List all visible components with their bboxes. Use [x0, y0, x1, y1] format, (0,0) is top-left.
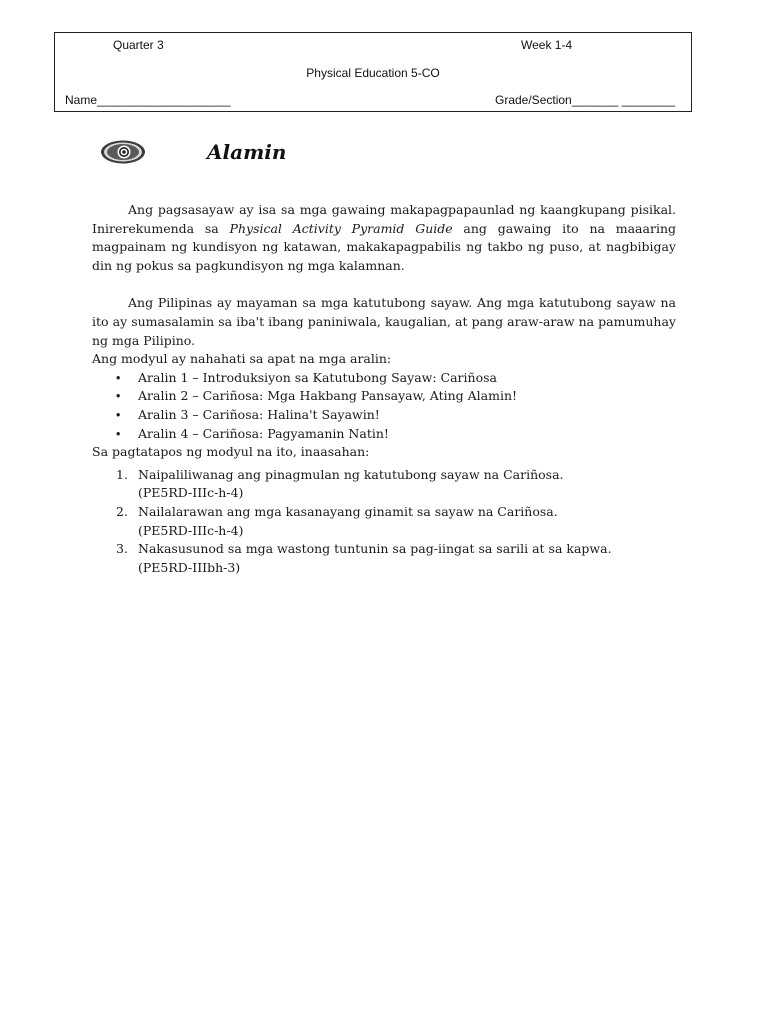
module-header	[54, 32, 692, 112]
list-item	[116, 503, 676, 540]
objective-text: Nakasusunod sa mga wastong tuntunin sa pag-iingat sa sarili at sa kapwa.	[138, 541, 612, 557]
quarter-label: Quarter 3	[113, 38, 164, 52]
section-title: Alamin	[207, 140, 287, 164]
objectives-intro: Sa pagtatapos ng modyul na ito, inaasahan:	[92, 444, 370, 460]
lesson-list	[92, 369, 676, 443]
week-label: Week 1-4	[521, 38, 573, 52]
target-icon	[100, 139, 146, 165]
grade-section-field: Grade/Section_______ ________	[495, 93, 676, 107]
objective-number: 2.	[116, 503, 128, 519]
intro-paragraph	[92, 201, 676, 275]
lessons-intro: Ang modyul ay nahahati sa apat na mga aralin:	[92, 351, 392, 367]
competency-code: (PE5RD-IIIc-h-4)	[138, 522, 244, 538]
name-field: Name____________________	[65, 93, 231, 107]
list-item: • Aralin 3 – Cariñosa: Halina't Sayawin!	[116, 406, 676, 425]
competency-code: (PE5RD-IIIc-h-4)	[138, 485, 244, 501]
objective-text: Nailalarawan ang mga kasanayang ginamit sa sayaw na Cariñosa.	[138, 503, 558, 519]
list-item	[116, 540, 676, 577]
intro-text-end: ang gawaing ito na maaaring magpainam ng kundisyon ng katawan, makakapagpabilis ng takbo ng puso, at nagbibigay din ng pokus sa pagkundisyon ng mga kalamnan.	[92, 220, 676, 273]
module-body	[92, 201, 676, 577]
objective-number: 1.	[116, 466, 128, 482]
intro-text-start: Ang pagsasayaw ay isa sa mga gawaing makapagpapaunlad ng kaangkupang pisikal. Inirerekumenda sa	[92, 202, 676, 236]
philippines-paragraph: Ang Pilipinas ay mayaman sa mga katutubong sayaw. Ang mga katutubong sayaw na ito ay sumasalamin sa iba't ibang paniniwala, kaugalian, at pang araw-araw na pamumuhay ng mga Pilipino.	[92, 295, 676, 348]
list-item	[116, 466, 676, 503]
objective-number: 3.	[116, 541, 128, 557]
objective-list	[92, 466, 676, 578]
subject-title: Physical Education 5-CO	[306, 66, 440, 80]
list-item: • Aralin 1 – Introduksiyon sa Katutubong Sayaw: Cariñosa	[116, 369, 676, 388]
guide-name: Physical Activity Pyramid Guide	[229, 220, 453, 236]
competency-code: (PE5RD-IIIbh-3)	[138, 559, 241, 575]
list-item: • Aralin 2 – Cariñosa: Mga Hakbang Pansayaw, Ating Alamin!	[116, 387, 676, 406]
list-item: • Aralin 4 – Cariñosa: Pagyamanin Natin!	[116, 425, 676, 444]
objective-text: Naipaliliwanag ang pinagmulan ng katutubong sayaw na Cariñosa.	[138, 466, 564, 482]
